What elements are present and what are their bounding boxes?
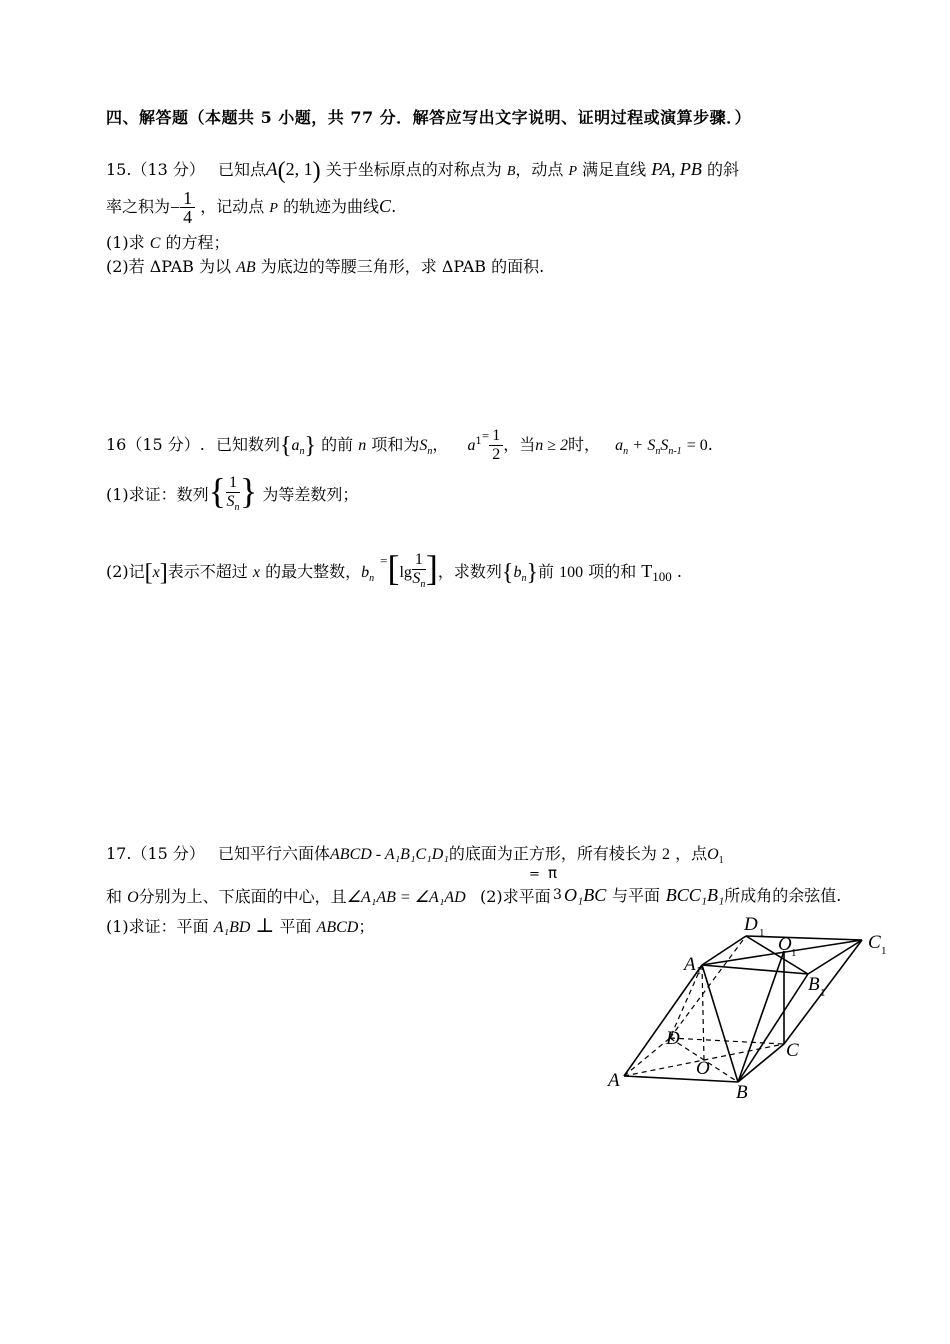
brace-open: { — [280, 433, 292, 459]
var-x: x — [152, 564, 160, 581]
part-text: 的方程； — [165, 233, 230, 252]
seq-a: a — [291, 437, 300, 454]
label-o1-sub: 1 — [791, 947, 797, 959]
part-text: 平面 — [279, 917, 312, 936]
label-a: A — [608, 1070, 620, 1091]
q17-text: 的底面为正方形，所有棱长为 — [448, 844, 657, 863]
q17-part1 — [106, 914, 374, 939]
t-sub: 100 — [652, 569, 672, 584]
q17-line2-tail — [564, 884, 841, 907]
angle-condition: ∠A₁AB = ∠A₁AD — [346, 889, 466, 906]
q17-text: 所成角的余弦值. — [724, 886, 842, 905]
pi-eq: = — [529, 867, 540, 882]
brace-open: { — [208, 471, 226, 511]
eq-sign: = — [380, 553, 388, 568]
q16-text: 已知数列 — [216, 435, 281, 454]
point-o1: O — [707, 846, 719, 863]
part-text: 前 — [537, 562, 554, 581]
frac-den: 4 — [183, 207, 193, 227]
q15-text: 满足直线 — [582, 160, 647, 179]
eq-zero: = 0 — [686, 437, 708, 454]
pi-den: 3 — [553, 887, 562, 903]
q17-text: 与平面 — [612, 886, 661, 905]
bracket-open: [ — [387, 548, 400, 588]
var-n: n — [358, 437, 367, 454]
fraction-half — [489, 427, 503, 464]
edge-b1-a1 — [702, 965, 808, 974]
period: . — [676, 562, 682, 581]
perp-sign: ⊥ — [255, 913, 275, 937]
q16-text: 的前 — [321, 435, 354, 454]
plane-o1bc: O₁BC — [564, 885, 607, 905]
a1: a — [467, 437, 476, 454]
paren-close: ) — [312, 158, 321, 184]
q15-text: 的斜 — [707, 160, 740, 179]
q15-line2 — [106, 186, 396, 229]
point-o: O — [127, 889, 139, 906]
parallelepiped-figure — [604, 908, 894, 1098]
frac-num: 1 — [412, 551, 426, 570]
q17-number: 17.（15 分） — [106, 844, 205, 863]
period: . — [707, 435, 713, 454]
sub-n: n — [521, 573, 527, 584]
brace-close: } — [304, 433, 317, 459]
var-x: x — [252, 564, 260, 581]
q15-text: 关于坐标原点的对称点为 — [325, 160, 502, 179]
label-o: O — [696, 1058, 710, 1079]
q15-text: ，记动点 — [200, 197, 265, 216]
q15-part1 — [106, 232, 230, 255]
part-label: (1)求证：平面 — [106, 917, 209, 936]
label-c: C — [786, 1040, 799, 1061]
paren-open: ( — [277, 158, 286, 184]
part-label: (2)记 — [106, 562, 145, 581]
label-c1: C — [868, 932, 881, 953]
eq-a: a — [615, 437, 624, 454]
coord-a: 2, 1 — [285, 159, 313, 179]
pi: π — [548, 864, 558, 882]
section-heading: 四、解答题（本题共 5 小题，共 77 分．解答应写出文字说明、证明过程或演算步骤．） — [106, 108, 752, 127]
frac-num: 1 — [226, 474, 240, 493]
part-label: (2)若 ΔPAB 为以 — [106, 257, 232, 276]
eq-s: S — [660, 437, 669, 454]
period: . — [391, 197, 397, 216]
count-100: 100 — [559, 564, 584, 581]
q15-text: 已知点 — [218, 160, 267, 179]
q16-text: 时， — [568, 435, 601, 454]
brace-open: { — [501, 560, 514, 586]
minus-sign: − — [170, 197, 181, 218]
label-d1-sub: 1 — [759, 927, 765, 939]
q16-part1 — [106, 462, 358, 524]
part-text: 项的和 — [588, 562, 637, 581]
plane-abcd: ABCD — [316, 919, 359, 936]
fraction-1-over-sn — [226, 474, 240, 517]
o1-sub: 1 — [718, 855, 724, 866]
q15-line1 — [106, 158, 739, 183]
q15-text: ，动点 — [515, 160, 564, 179]
curve-c: C — [149, 235, 161, 252]
sub-n: n — [655, 446, 661, 457]
b-n: b — [361, 564, 370, 581]
brace-close: } — [239, 471, 258, 511]
q16-text: ，当 — [503, 435, 536, 454]
label-d: D — [666, 1028, 680, 1049]
q15-part2 — [106, 256, 544, 279]
edge-a-b — [624, 1076, 738, 1082]
q17-text: 已知平行六面体 — [218, 844, 331, 863]
bracket-close: ] — [159, 560, 168, 586]
frac-den: $S_n$ — [226, 493, 240, 513]
edge-length: 2 — [661, 846, 670, 863]
q16-text: 项和为 — [371, 435, 420, 454]
sub-n-1: n-1 — [668, 446, 682, 457]
b-n: b — [513, 564, 522, 581]
label-o1: O — [778, 934, 792, 955]
fraction-1-over-sn — [412, 551, 426, 594]
part-text: 为底边的等腰三角形，求 ΔPAB 的面积. — [260, 257, 545, 276]
label-b1: B — [808, 974, 820, 995]
sub-n: n — [299, 446, 305, 457]
seg-a1-o — [702, 965, 704, 1060]
label-a1-sub: 1 — [696, 965, 702, 977]
q17-text: 分别为上、下底面的中心，且 — [138, 887, 347, 906]
part-text: 为等差数列； — [262, 485, 359, 504]
q15-number: 15.（13 分） — [106, 160, 205, 179]
label-d1: D — [744, 914, 758, 935]
frac-den: 2 — [492, 446, 501, 463]
plane-a1bd: A₁BD — [213, 919, 251, 936]
sum-s: S — [419, 437, 428, 454]
part-text: 表示不超过 — [167, 562, 248, 581]
fraction-quarter — [180, 189, 195, 226]
lines-pa-pb: PA, PB — [651, 159, 702, 179]
segment-ab: AB — [236, 259, 256, 276]
q16-part2 — [106, 532, 682, 608]
diag-d1-b1 — [746, 936, 808, 974]
q15-text: 的轨迹为曲线 — [283, 197, 380, 216]
t-100: T — [641, 561, 653, 581]
part-text: ，求数列 — [437, 562, 502, 581]
eq-sign: = — [481, 428, 490, 443]
edge-b-b1 — [738, 974, 808, 1082]
point-p: P — [269, 201, 278, 216]
frac-den: $S_n$ — [412, 570, 426, 590]
edge-d-d1 — [670, 936, 746, 1038]
sub-n: n — [623, 446, 629, 457]
plus-sign: + — [633, 437, 643, 454]
frac-num: 1 — [180, 189, 195, 208]
part-text: 的最大整数， — [265, 562, 362, 581]
q17-text: ，点 — [675, 844, 708, 863]
curve-c: C — [379, 196, 392, 216]
point-a: A — [266, 159, 278, 180]
part-text: ； — [358, 917, 375, 936]
q16-number: 16（15 分）. — [106, 435, 205, 454]
q17-text: 和 — [106, 887, 123, 906]
frac-num: 1 — [489, 427, 503, 446]
label-b: B — [736, 1082, 748, 1098]
lg: lg — [399, 564, 412, 581]
label-b1-sub: 1 — [820, 987, 826, 999]
bracket-close: ] — [425, 548, 438, 588]
edge-d-c — [670, 1038, 784, 1044]
point-p: P — [568, 164, 578, 179]
edge-a1-d1 — [702, 936, 746, 965]
condition: n ≥ 2 — [535, 437, 568, 454]
label-a1: A — [684, 954, 696, 975]
label-c1-sub: 1 — [881, 945, 887, 957]
point-b: B — [506, 164, 516, 179]
q17-line1 — [106, 843, 724, 872]
sub-n: n — [369, 573, 375, 584]
sub-n: n — [427, 446, 433, 457]
edge-c1-b1 — [808, 940, 862, 974]
q15-text: 率之积为 — [106, 197, 171, 216]
part-label: (1)求 — [106, 233, 145, 252]
plane-bcc1b1: BCC₁B₁ — [665, 885, 725, 905]
brace-close: } — [526, 560, 538, 586]
solid-name: ABCD - A₁B₁C₁D₁ — [330, 846, 449, 863]
edge-a-a1 — [624, 965, 702, 1076]
eq-s: S — [647, 437, 656, 454]
bracket-open: [ — [144, 560, 153, 586]
q16-line1: 16（15 分）. 已知数列$\{a_n\}$ 的前 n 项和为$S_n$， $a^{1=}$ $\frac{1}{2}$ ，当n ≥ 2时， $a_n + S_nS_{n-1} = 0$. — [106, 427, 713, 463]
a1-sub: 1 — [475, 436, 482, 447]
part-label: (1)求证：数列 — [106, 485, 209, 504]
q17-part2-label: (2)求平面 — [480, 887, 551, 906]
q17-line2 — [106, 886, 466, 909]
